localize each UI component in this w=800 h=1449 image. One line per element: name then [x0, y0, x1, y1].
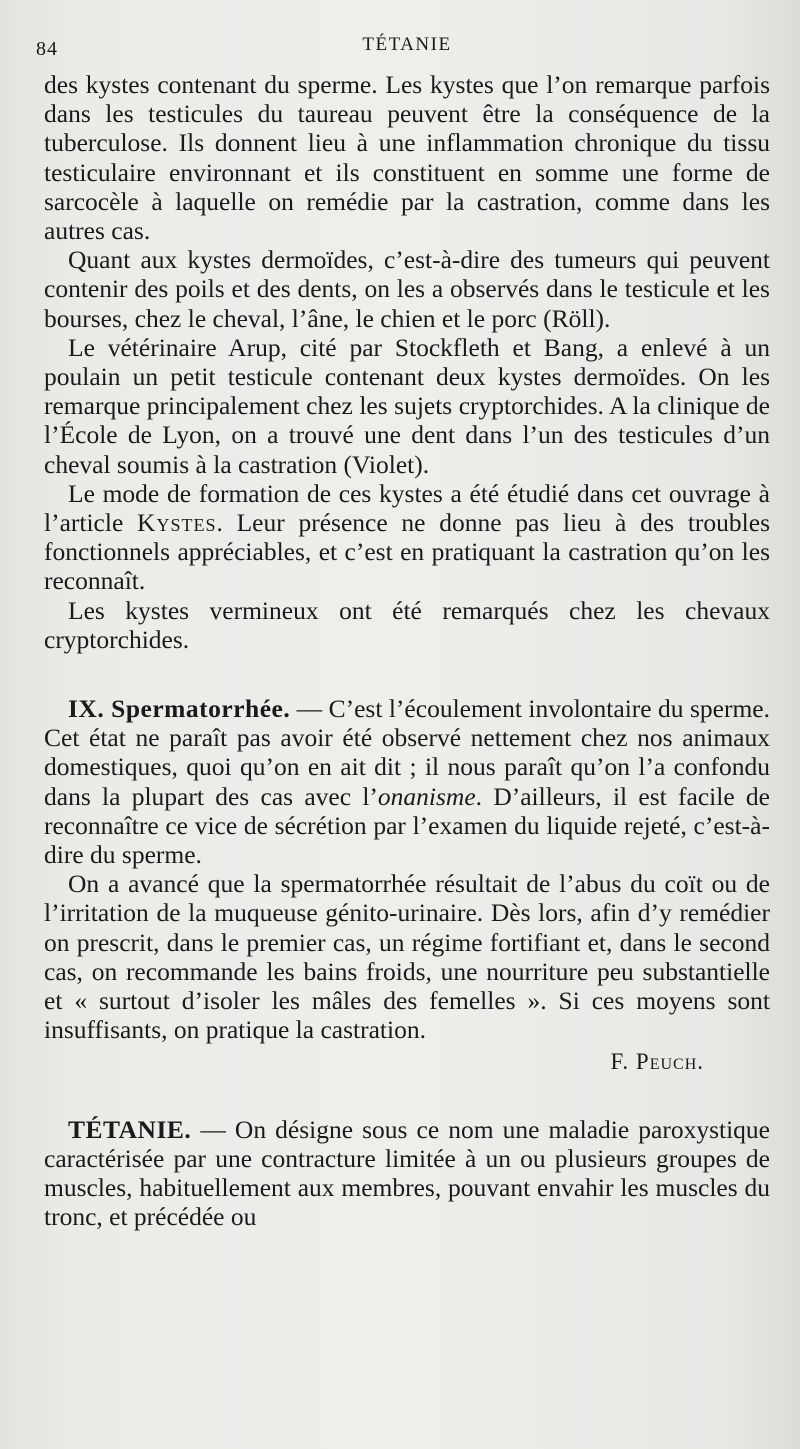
- paragraph-kystes-sperme: des kystes contenant du sperme. Les kystes que l’on remarque parfois dans les testicules du taureau peuvent être la conséquence de la tuberculose. Ils donnent lieu à une inflammation chronique du tissu testiculaire environnant et ils constituent en somme une forme de sarcocèle à laquelle on remédie par la castration, comme dans les autres cas.: [44, 70, 770, 246]
- text-run: . D’ailleurs, il est facile de reconnaître ce vice de sécrétion par l’examen du liquide rejeté, c’est-à-dire du sperme.: [44, 781, 770, 870]
- paragraph-tetanie: [44, 1115, 770, 1232]
- paragraph-mode-formation: [44, 479, 770, 596]
- author-signature: F. Peuch.: [610, 1048, 704, 1074]
- article-reference: Kystes: [137, 508, 217, 538]
- text-run: . Leur présence ne donne pas lieu à des troubles fonctionnels appréciables, et c’est en pratiquant la castration qu’on les reconnaît.: [44, 508, 770, 596]
- section-spermatorrhee: [44, 694, 770, 869]
- section-heading: IX. Spermatorrhée.: [68, 694, 291, 724]
- text-run: — C’est l’écoulement involontaire du sperme. Cet état ne paraît pas avoir été observé nettement chez nos animaux domestiques, quoi qu’on en ait dit ; il nous paraît qu’on l’a confondu dans la plupart des cas avec l’: [44, 694, 770, 811]
- italic-term: onanisme: [377, 781, 476, 811]
- paragraph-traitement: On a avancé que la spermatorrhée résultait de l’abus du coït ou de l’irritation de la muqueuse génito-urinaire. Dès lors, afin d’y remédier on prescrit, dans le premier cas, un régime fortifiant et, dans le second cas, on recommande les bains froids, une nourriture peu substantielle et « surtout d’isoler les mâles des femelles ». Si ces moyens sont insuffisants, on pratique la castration.: [44, 869, 770, 1045]
- page-header: [36, 30, 770, 70]
- running-title: TÉTANIE: [362, 34, 452, 55]
- entry-heading: TÉTANIE.: [68, 1114, 192, 1144]
- paragraph-arup: Le vétérinaire Arup, cité par Stockfleth et Bang, a enlevé à un poulain un petit testicule contenant deux kystes dermoïdes. On les remarque principalement chez les sujets cryptorchides. A la clinique de l’École de Lyon, on a trouvé une dent dans l’un des testicules d’un cheval soumis à la castration (Violet).: [44, 332, 770, 479]
- paragraph-kystes-vermineux: Les kystes vermineux ont été remarqués chez les chevaux cryptorchides.: [44, 595, 770, 654]
- text-run: — On désigne sous ce nom une maladie paroxystique caractérisée par une contracture limitée à un ou plusieurs groupes de muscles, habituellement aux membres, pouvant envahir les muscles du tronc, et précédée ou: [44, 1114, 770, 1232]
- paragraph-kystes-dermoides: Quant aux kystes dermoïdes, c’est-à-dire des tumeurs qui peuvent contenir des poils et des dents, on les a observés dans le testicule et les bourses, chez le cheval, l’âne, le chien et le porc (Röll).: [44, 245, 770, 333]
- entry-tetanie: [44, 1115, 770, 1232]
- page-number: 84: [36, 38, 58, 60]
- text-run: Le mode de formation de ces kystes a été étudié dans cet ouvrage à l’article: [44, 478, 770, 538]
